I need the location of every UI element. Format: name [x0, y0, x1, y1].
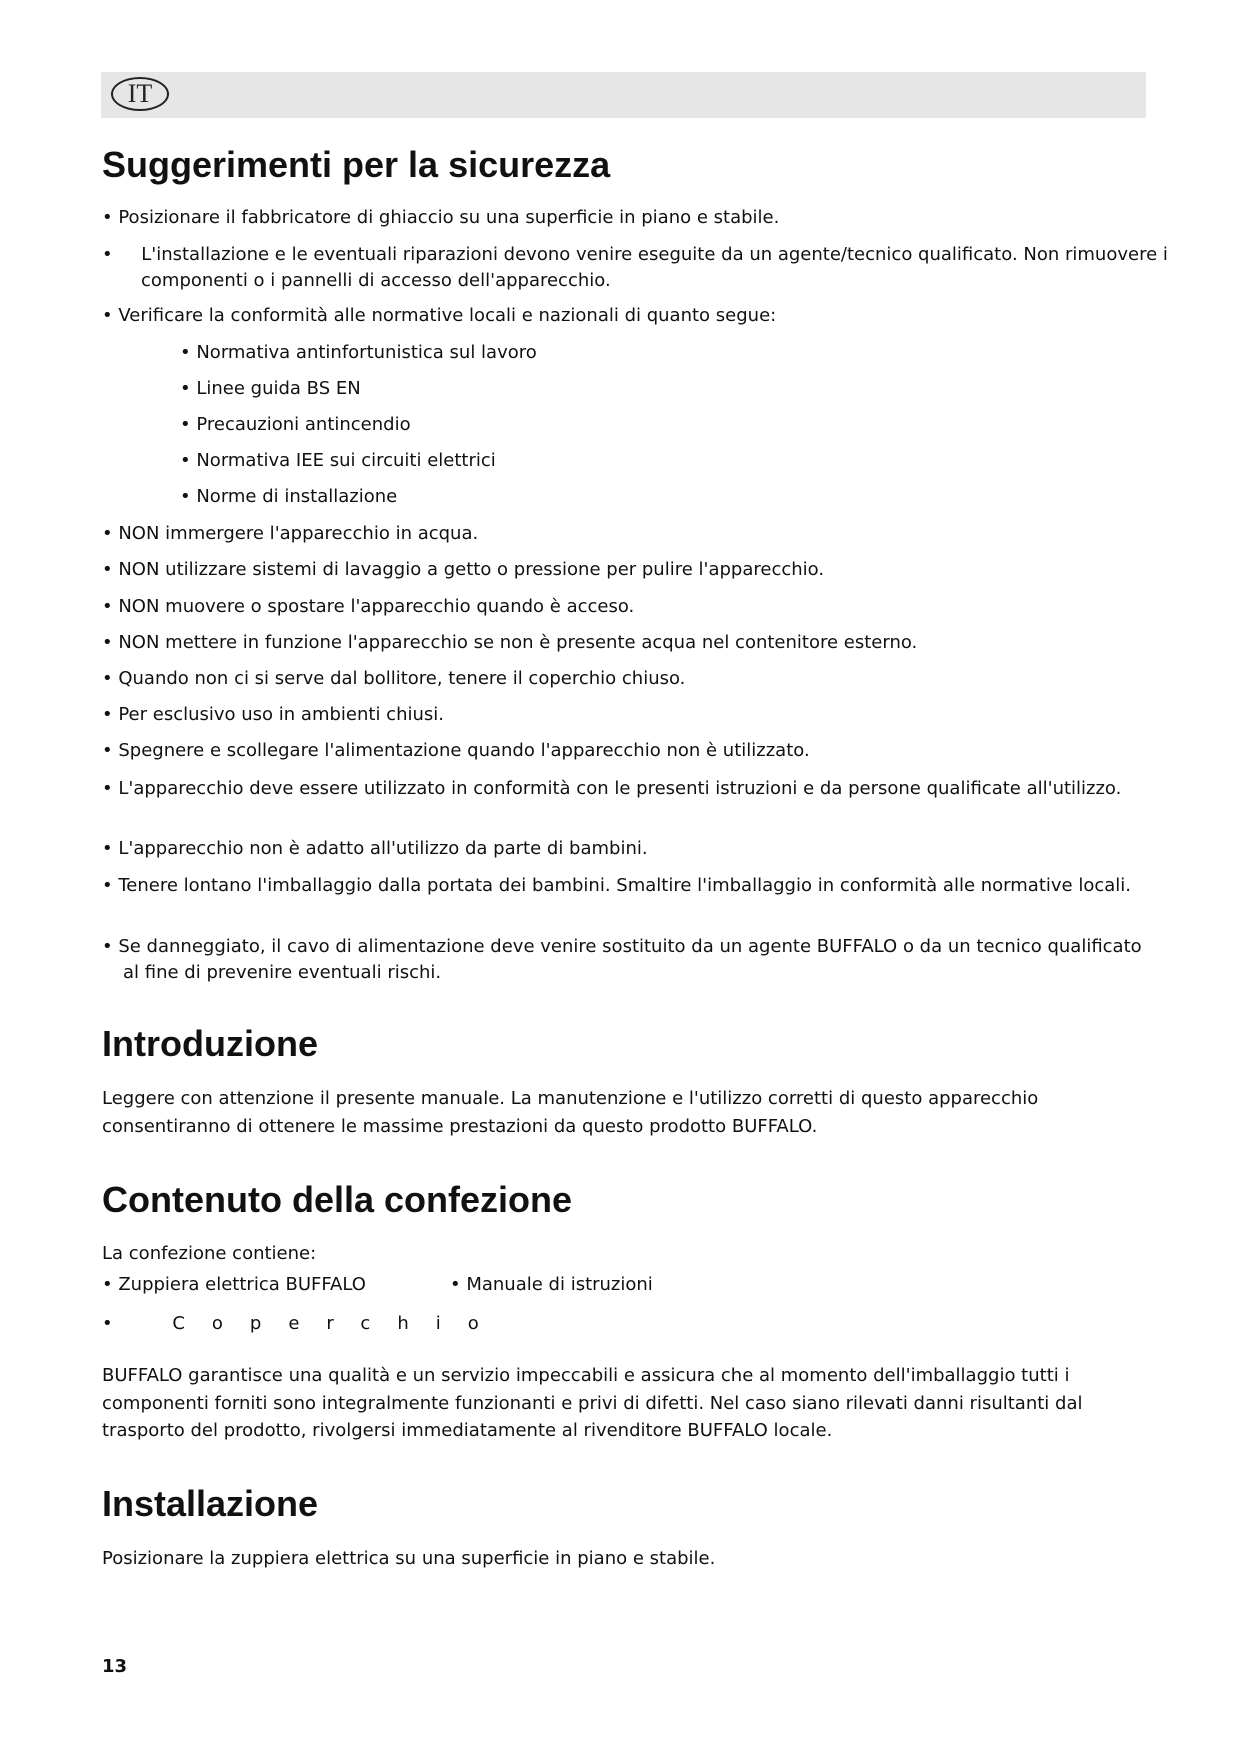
safety-item: • L'apparecchio non è adatto all'utilizzo da parte di bambini.	[102, 838, 648, 859]
safety-item: • Posizionare il fabbricatore di ghiaccio su una superficie in piano e stabile.	[102, 207, 780, 228]
install-heading: Installazione	[102, 1483, 319, 1524]
language-header-bar	[101, 72, 1146, 118]
safety-item: • NON muovere o spostare l'apparecchio quando è acceso.	[102, 596, 635, 617]
safety-item: • NON mettere in funzione l'apparecchio se non è presente acqua nel contenitore esterno.	[102, 632, 918, 653]
contents-heading: Contenuto della confezione	[102, 1179, 573, 1220]
safety-item: • NON utilizzare sistemi di lavaggio a getto o pressione per pulire l'apparecchio.	[102, 559, 825, 580]
contents-item: • Zuppiera elettrica BUFFALO	[102, 1274, 366, 1295]
contents-item: • Manuale di istruzioni	[450, 1274, 653, 1295]
safety-item: • Per esclusivo uso in ambienti chiusi.	[102, 704, 444, 725]
install-text: Posizionare la zuppiera elettrica su una superficie in piano e stabile.	[102, 1548, 716, 1569]
language-badge: IT	[111, 77, 169, 111]
intro-heading: Introduzione	[102, 1023, 318, 1064]
contents-item: • Coperchio	[102, 1313, 506, 1334]
safety-item: • Quando non ci si serve dal bollitore, tenere il coperchio chiuso.	[102, 668, 686, 689]
safety-subitem: • Linee guida BS EN	[180, 378, 361, 399]
safety-item: • L'apparecchio deve essere utilizzato in conformità con le presenti istruzioni e da persone qualificate all'utilizzo.	[102, 778, 1122, 799]
safety-item: • Tenere lontano l'imballaggio dalla portata dei bambini. Smaltire l'imballaggio in conformità alle normative locali.	[102, 875, 1131, 896]
safety-item: • Verificare la conformità alle normative locali e nazionali di quanto segue:	[102, 305, 777, 326]
page-number: 13	[102, 1656, 128, 1677]
intro-text: Leggere con attenzione il presente manuale. La manutenzione e l'utilizzo corretti di questo apparecchio consentiranno di ottenere le massime prestazioni da questo prodotto BUFFALO.	[102, 1088, 1039, 1137]
safety-item: • NON immergere l'apparecchio in acqua.	[102, 523, 479, 544]
safety-heading: Suggerimenti per la sicurezza	[102, 144, 611, 185]
safety-item: • L'installazione e le eventuali riparazioni devono venire eseguite da un agente/tecnico qualificato. Non rimuovere i componenti o i pannelli di accesso dell'apparecchio.	[102, 244, 1168, 291]
safety-subitem: • Normativa IEE sui circuiti elettrici	[180, 450, 496, 471]
safety-subitem: • Precauzioni antincendio	[180, 414, 411, 435]
safety-item: • Spegnere e scollegare l'alimentazione quando l'apparecchio non è utilizzato.	[102, 740, 810, 761]
contents-text: BUFFALO garantisce una qualità e un servizio impeccabili e assicura che al momento dell'imballaggio tutti i componenti forniti sono integralmente funzionanti e privi di difetti. Nel caso siano rilevati danni risultanti dal trasporto del prodotto, rivolgersi immediatamente al rivenditore BUFFALO locale.	[102, 1365, 1083, 1441]
contents-lead: La confezione contiene:	[102, 1243, 317, 1264]
safety-item: • Se danneggiato, il cavo di alimentazione deve venire sostituito da un agente BUFFALO o da un tecnico qualificato al fine di prevenire eventuali rischi.	[102, 936, 1142, 983]
safety-subitem: • Normativa antinfortunistica sul lavoro	[180, 342, 537, 363]
safety-subitem: • Norme di installazione	[180, 486, 398, 507]
